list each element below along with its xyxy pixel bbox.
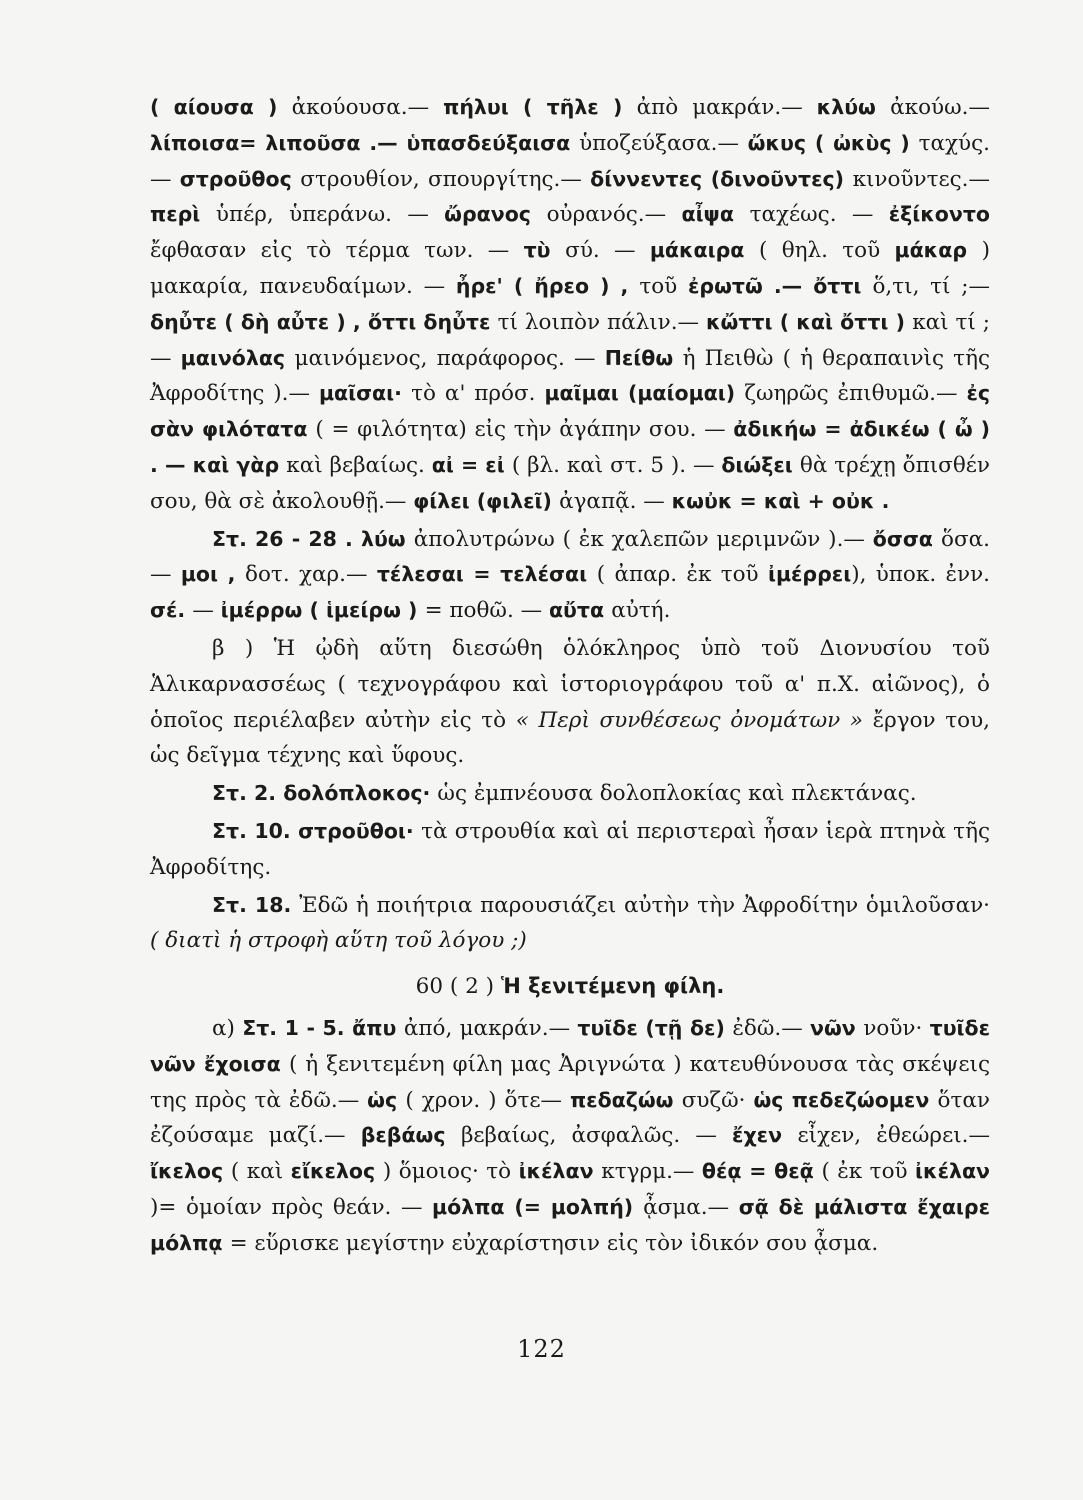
gloss-text: ὑπέρ, ὑπεράνω. — (215, 202, 445, 228)
lemma-term: ἰμέρρει (767, 562, 852, 587)
lemma-term: αὔτα (548, 598, 612, 623)
gloss-text: ταχέως. — (749, 202, 889, 228)
poem-number: 60 (415, 974, 444, 1000)
gloss-text: ὅσα. — (150, 526, 990, 588)
lemma-term: τυῖδε (τῇ δε) (577, 1015, 733, 1040)
lemma-term: διώξει (721, 452, 800, 477)
lemma-term: ὤρανος (444, 202, 547, 227)
lemma-term: ( αίουσα ) (150, 95, 292, 119)
italic-text: ( διατὶ ἡ στροφὴ αὕτη τοῦ λόγου ;) (150, 928, 527, 954)
lemma-term: μαινόλας (180, 345, 295, 370)
lemma-term: ὤκυς ( ὠκὺς ) (747, 130, 919, 155)
lemma-term: Στ. 10. στροῦθοι· (212, 818, 422, 843)
gloss-text: ὅ,τι, τί ;— (872, 273, 990, 299)
gloss-text: ταχύς.— (150, 130, 990, 192)
gloss-text: ὅταν ἐζούσαμε μαζί.— (150, 1087, 990, 1149)
commentary-text (150, 90, 990, 1262)
lemma-term: ὡς (367, 1087, 406, 1112)
gloss-text: ἐδῶ.— (732, 1015, 811, 1041)
lemma-term: τυῖδε νῶν ἔχοισα (150, 1015, 991, 1076)
gloss-text: συζῶ· (681, 1087, 754, 1113)
lemma-term: μάκαιρα (649, 238, 759, 263)
page-number: 122 (517, 1335, 566, 1363)
lemma-term: ἴκελος (150, 1159, 231, 1184)
gloss-text: — (192, 598, 221, 624)
lemma-term: αἶψα (681, 202, 750, 227)
lemma-term: Στ. 2. δολόπλοκος· (212, 781, 438, 806)
verse-note-2 (150, 776, 990, 812)
poem-60-notes (150, 1011, 990, 1262)
gloss-text: ( ἐκ τοῦ (821, 1159, 916, 1185)
lemma-term: εἴκελος (290, 1159, 383, 1184)
lemma-term: μόλπα (= μολπή) (432, 1194, 644, 1219)
lemma-term: κωὐκ = καὶ + οὐκ . (671, 488, 890, 513)
lemma-term: ἰμέρρω ( ἱμείρω ) (220, 598, 425, 623)
lemma-term: τὺ (523, 238, 566, 263)
gloss-text: καὶ βεβαίως. (286, 452, 432, 478)
gloss-text: Ἐδῶ ἡ ποιήτρια παρουσιάζει αὐτὴν τὴν Ἀφροδίτην ὁμιλοῦσαν· (299, 892, 990, 918)
gloss-text: ( θηλ. τοῦ (759, 238, 895, 264)
gloss-text: ( χρον. ) ὅτε— (405, 1087, 570, 1113)
gloss-text: ( βλ. καὶ στ. 5 ). — (511, 452, 722, 478)
glossary-paragraph (150, 90, 990, 520)
lemma-term: σᾷ δὲ μάλιστα ἔχαιρε μόλπᾳ (150, 1194, 990, 1255)
lemma-term: ἰκέλαν (915, 1159, 991, 1184)
gloss-text: ), ὑποκ. ἐνν. (851, 562, 990, 588)
gloss-text: )= ὁμοίαν πρὸς θεάν. — (150, 1194, 433, 1220)
gloss-text: = ποθῶ. — (424, 598, 549, 624)
gloss-text: ἡ Πειθὼ ( ἡ θεραπαινὶς τῆς Ἀφροδίτης ).— (150, 345, 990, 407)
lemma-term: ἰκέλαν (518, 1159, 602, 1184)
lemma-term: δηὖτε ( δὴ αὖτε ) , ὄττι δηὖτε (150, 309, 498, 334)
lemma-term: κλύω (816, 95, 891, 119)
gloss-text: κτγρμ.— (601, 1159, 702, 1185)
lemma-term: σέ. (150, 598, 193, 623)
gloss-text: ἀκούω.— (890, 95, 990, 120)
gloss-text: νοῦν· (863, 1015, 930, 1041)
lemma-term: μαῖμαι (μαίομαι) (544, 381, 745, 406)
lemma-term: μαῖσαι· (318, 381, 412, 406)
gloss-text: τοῦ (639, 273, 688, 299)
gloss-text: ὑποζεύξασα.— (579, 130, 748, 156)
section-heading (150, 969, 990, 1005)
gloss-text: εἶχεν, ἐθεώρει.— (797, 1123, 990, 1149)
gloss-text: οὐρανός.— (546, 202, 682, 228)
gloss-text: ) μακαρία, πανευδαίμων. — (150, 238, 990, 299)
lemma-term: μάκαρ (894, 238, 982, 263)
gloss-text: τὸ α' πρόσ. (411, 381, 545, 407)
poem-ref: ( 2 ) (449, 974, 494, 1000)
lemma-term: βεβάως (360, 1123, 461, 1148)
lemma-term: μοι , (180, 562, 246, 587)
lemma-term: πεδαζώω (569, 1087, 682, 1112)
lemma-term: τέλεσαι = τελέσαι (376, 562, 597, 587)
gloss-text: ἀκούουσα.— (291, 95, 444, 120)
gloss-text: δοτ. χαρ.— (245, 562, 377, 588)
gloss-text: ἔργον του, ὡς δεῖγμα τέχνης καὶ ὕφους. (150, 707, 990, 769)
gloss-text: αὐτή. (611, 598, 671, 624)
gloss-text: μαινόμενος, παράφορος. — (294, 345, 605, 371)
gloss-text: ) ὅμοιος· τὸ (382, 1159, 519, 1185)
lemma-term: ὄσσα (872, 526, 942, 551)
lemma-term: ἔχεν (732, 1123, 798, 1148)
lemma-term: αἰ = εἰ (431, 452, 512, 477)
gloss-text: ἀπὸ μακράν.— (636, 95, 817, 120)
lemma-term: λίποισα= λιποῦσα .— ὑπασδεύξαισα (150, 130, 580, 155)
gloss-text: θὰ τρέχῃ ὄπισθέν σου, θὰ σὲ ἀκολουθῇ.— (150, 452, 990, 514)
lemma-term: ἐρωτῶ .— ὄττι (688, 273, 873, 298)
lemma-term: Στ. 1 - 5. ἄπυ (242, 1015, 404, 1040)
lemma-term: στροῦθος (179, 166, 301, 191)
lemma-term: ἐς σὰν φιλότατα (150, 381, 991, 442)
lemma-term: κὤττι ( καὶ ὄττι ) (705, 309, 913, 334)
lemma-term: περὶ (150, 202, 216, 227)
gloss-text: α) (212, 1015, 243, 1041)
gloss-text: τί λοιπὸν πάλιν.— (497, 309, 706, 335)
lemma-term: ἀδικήω = ἀδικέω ( ὦ ) . — καὶ γὰρ (150, 417, 991, 477)
gloss-text: ζωηρῶς ἐπιθυμῶ.— (744, 381, 967, 407)
verse-note-10 (150, 814, 990, 886)
gloss-text: ὡς ἐμπνέουσα δολοπλοκίας καὶ πλεκτάνας. (437, 781, 917, 807)
gloss-text: σύ. — (565, 238, 650, 264)
lemma-term: Πείθω (604, 345, 683, 370)
gloss-text: κινοῦντες.— (852, 166, 990, 192)
source-note-paragraph (150, 631, 990, 774)
lemma-term: νῶν (810, 1015, 864, 1040)
lemma-term: φίλει (φιλεῖ) (413, 488, 560, 513)
gloss-text: ἀπό, μακράν.— (403, 1015, 578, 1041)
gloss-text: τὰ στρουθία καὶ αἱ περιστεραὶ ἦσαν ἱερὰ πτηνὰ τῆς Ἀφροδίτης. (150, 818, 990, 880)
lemma-term: ἐξίκοντο (888, 202, 991, 227)
verse-note-18 (150, 888, 990, 960)
gloss-text: β ) Ἡ ᾠδὴ αὕτη διεσώθη ὁλόκληρος ὑπὸ τοῦ Διονυσίου τοῦ Ἁλικαρνασσέως ( τεχνογράφου καὶ ἱστοριογράφου τοῦ α' π.Χ. αἰῶνος), ὁ ὁποῖος περιέλαβεν αὐτὴν εἰς τὸ (150, 635, 990, 733)
gloss-text: καὶ τί ; — (150, 309, 990, 371)
gloss-text: στρουθίον, σπουργίτης.— (300, 166, 591, 192)
gloss-text: βεβαίως, ἀσφαλῶς. — (460, 1123, 733, 1149)
lemma-term: πήλυι ( τῆλε ) (443, 95, 637, 119)
gloss-text: ( = φιλότητα) εἰς τὴν ἀγάπην σου. — (315, 417, 734, 443)
italic-text: « Περὶ συνθέσεως ὀνομάτων » (515, 707, 873, 733)
gloss-text: ἀπολυτρώνω ( ἐκ χαλεπῶν μεριμνῶν ).— (413, 526, 873, 552)
gloss-text: ( ἡ ξενιτεμένη φίλη μας Ἀριγνώτα ) κατευθύνουσα τὰς σκέψεις της πρὸς τὰ ἐδῶ.— (150, 1051, 990, 1113)
poem-title: Ἡ ξενιτέμενη φίλη. (500, 974, 725, 999)
lemma-term: Στ. 18. (212, 892, 300, 917)
gloss-text: ἀγαπᾷ. — (559, 488, 672, 514)
gloss-text: ἔφθασαν εἰς τὸ τέρμα των. — (150, 238, 524, 264)
gloss-text: ( ἀπαρ. ἐκ τοῦ (596, 562, 768, 588)
lemma-term: ὡς πεδεζώομεν (753, 1087, 938, 1112)
lemma-term: Στ. 26 - 28 . λύω (212, 526, 414, 551)
gloss-text: ( καὶ (230, 1159, 291, 1185)
lemma-term: ἦρε' ( ἤρεο ) , (455, 273, 640, 298)
lemma-term: θέᾳ = θεᾷ (701, 1159, 822, 1184)
gloss-text: ᾆσμα.— (643, 1194, 739, 1220)
gloss-text: = εὕρισκε μεγίστην εὐχαρίστησιν εἰς τὸν ἰδικόν σου ᾆσμα. (229, 1230, 879, 1256)
verse-notes-26-28 (150, 522, 990, 629)
lemma-term: δίννεντες (δινοῦντες) (590, 166, 853, 191)
